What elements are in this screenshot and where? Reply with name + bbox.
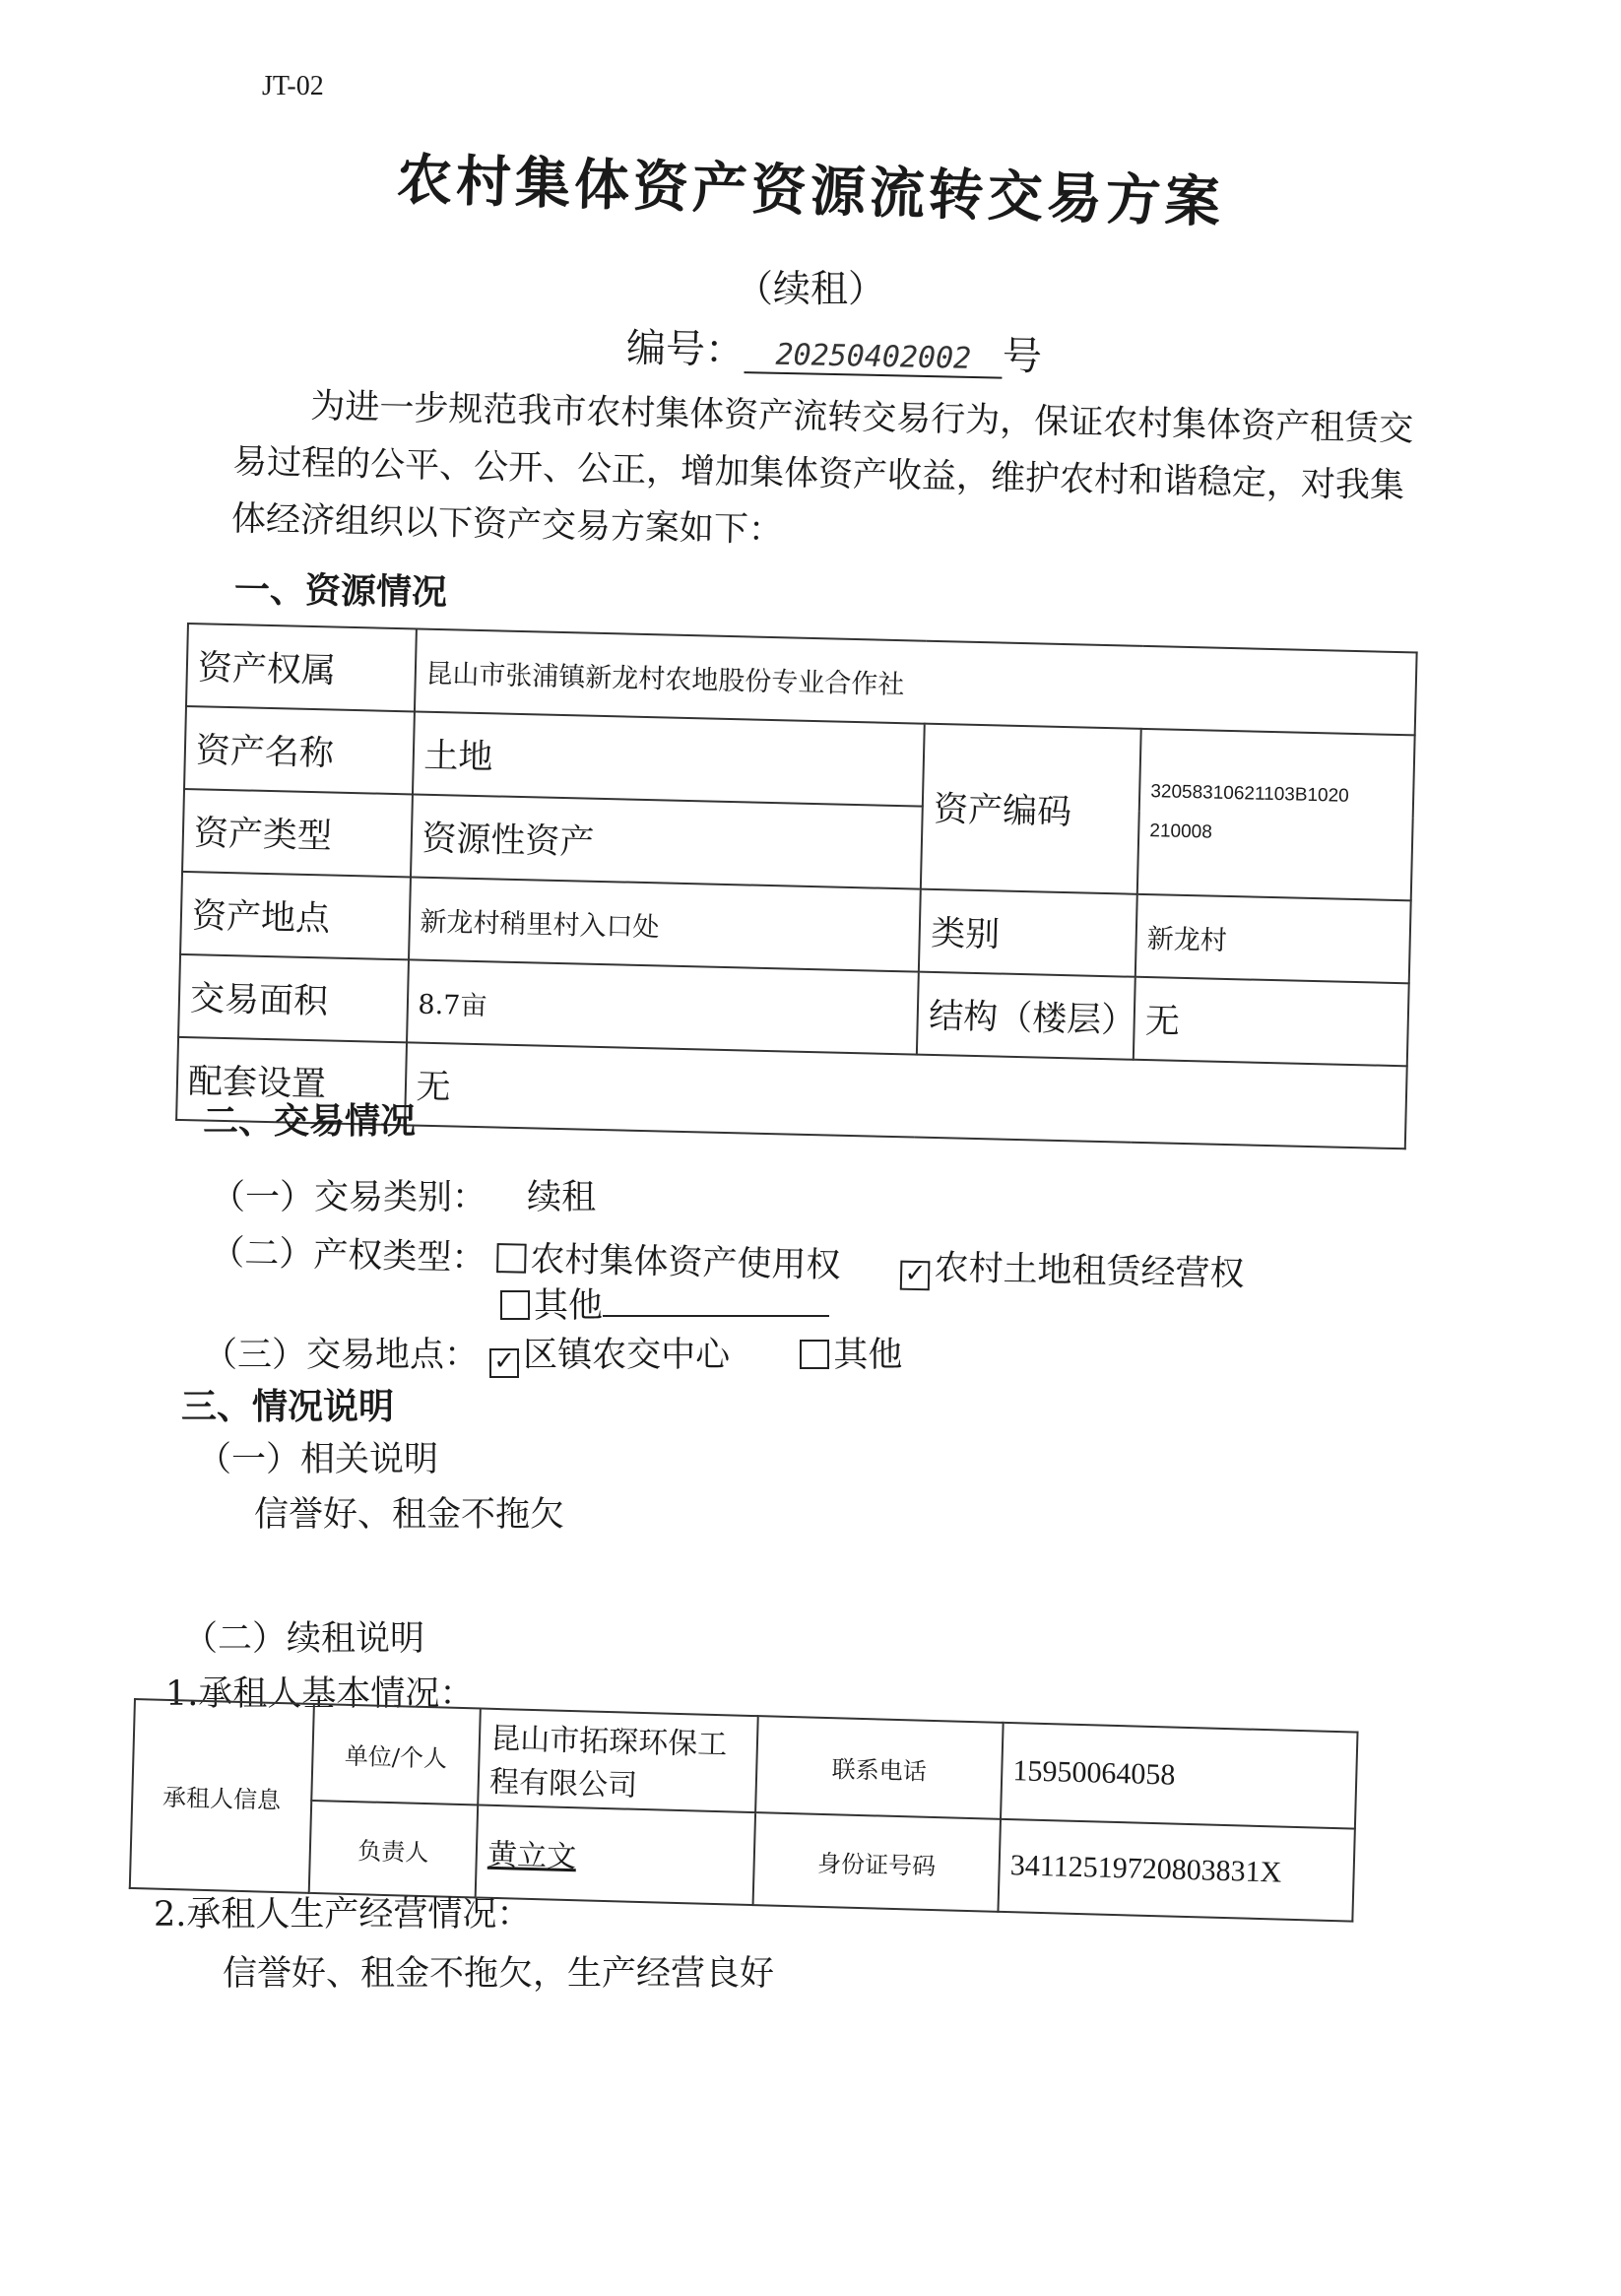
checkbox-property-other[interactable] — [500, 1290, 530, 1320]
phone-label: 联系电话 — [755, 1716, 1004, 1819]
checkbox-collective-use[interactable] — [496, 1243, 527, 1274]
owner-value: 昆山市张浦镇新龙村农地股份专业合作社 — [414, 628, 1416, 735]
intro-paragraph: 为进一步规范我市农村集体资产流转交易行为，保证农村集体资产租赁交易过程的公平、公开、公正，增加集体资产收益，维护农村和谐稳定，对我集体经济组织以下资产交易方案如下： — [230, 386, 1414, 551]
checkbox-district-center[interactable] — [489, 1348, 519, 1378]
facility-value: 无 — [405, 1042, 1407, 1148]
head-value: 黄立文 — [476, 1804, 755, 1905]
type-label: 资产类型 — [182, 789, 412, 877]
property-other-row — [500, 1279, 829, 1328]
property-option-other: 其他 — [534, 1286, 604, 1326]
number-label: 编号： — [625, 325, 746, 374]
code-value-line1: 32058310621103B1020 — [1150, 781, 1349, 807]
unit-label: 单位/个人 — [311, 1704, 481, 1805]
number-suffix: 号 — [1002, 333, 1043, 380]
related-label: （一）相关说明 — [197, 1440, 439, 1479]
trade-type-row — [211, 1170, 596, 1219]
name-value: 土地 — [413, 711, 926, 806]
head-label: 负责人 — [308, 1801, 478, 1898]
document-code: JT-02 — [262, 71, 324, 101]
structure-value: 无 — [1134, 977, 1409, 1067]
unit-value: 昆山市拓琛环保工程有限公司 — [479, 1709, 758, 1813]
location-value: 新龙村稍里村入口处 — [409, 877, 922, 971]
trade-type-label: （一）交易类别： — [211, 1178, 487, 1217]
section3-heading: 三、情况说明 — [181, 1387, 395, 1427]
trade-place-label: （三）交易地点： — [203, 1336, 480, 1375]
lessee-info-label: 承租人信息 — [130, 1699, 314, 1893]
id-label: 身份证号码 — [752, 1812, 1001, 1912]
renew-label: （二）续租说明 — [183, 1619, 425, 1659]
name-label: 资产名称 — [184, 706, 414, 794]
resource-table — [175, 623, 1418, 1149]
section2-heading: 二、交易情况 — [203, 1101, 417, 1142]
document-number — [625, 317, 1042, 382]
lessee-basic-label: 1.承租人基本情况： — [165, 1674, 475, 1714]
check-mark-icon: ✓ — [904, 1258, 927, 1289]
document-title: 农村集体资产资源流转交易方案 — [396, 148, 1225, 235]
operation-label: 2.承租人生产经营情况： — [154, 1895, 532, 1935]
section1-heading: 一、资源情况 — [233, 569, 448, 614]
place-option-district-center: 区镇农交中心 — [523, 1336, 731, 1375]
area-label: 交易面积 — [178, 954, 408, 1042]
property-other-blank — [603, 1315, 829, 1317]
property-option-land-lease: 农村土地租赁经营权 — [934, 1248, 1245, 1294]
id-value: 34112519720803831X — [999, 1819, 1355, 1922]
trade-type-value: 续租 — [527, 1178, 597, 1217]
property-option-collective-use: 农村集体资产使用权 — [530, 1239, 841, 1286]
code-label: 资产编码 — [921, 724, 1141, 894]
checkbox-place-other[interactable] — [800, 1340, 829, 1369]
category-value: 新龙村 — [1135, 894, 1411, 984]
type-value: 资源性资产 — [411, 794, 924, 888]
code-value-line2: 210008 — [1149, 820, 1213, 843]
property-type-label: （二）产权类型： — [209, 1232, 486, 1279]
location-label: 资产地点 — [180, 872, 410, 959]
area-value: 8.7亩 — [407, 959, 920, 1054]
phone-value: 15950064058 — [1001, 1723, 1357, 1829]
structure-label: 结构（楼层） — [917, 972, 1135, 1060]
document-subtitle: （续租） — [735, 267, 885, 310]
place-option-other: 其他 — [833, 1336, 903, 1375]
number-value: 20250402002 — [744, 337, 1003, 378]
owner-label: 资产权属 — [186, 623, 416, 711]
facility-label: 配套设置 — [176, 1037, 406, 1125]
check-mark-icon: ✓ — [493, 1346, 516, 1376]
category-label: 类别 — [919, 889, 1137, 977]
trade-place-row — [203, 1328, 902, 1378]
related-text: 信誉好、租金不拖欠 — [254, 1495, 565, 1535]
operation-text: 信誉好、租金不拖欠，生产经营良好 — [223, 1954, 775, 1994]
code-value — [1137, 729, 1415, 901]
checkbox-land-lease[interactable] — [900, 1258, 931, 1291]
